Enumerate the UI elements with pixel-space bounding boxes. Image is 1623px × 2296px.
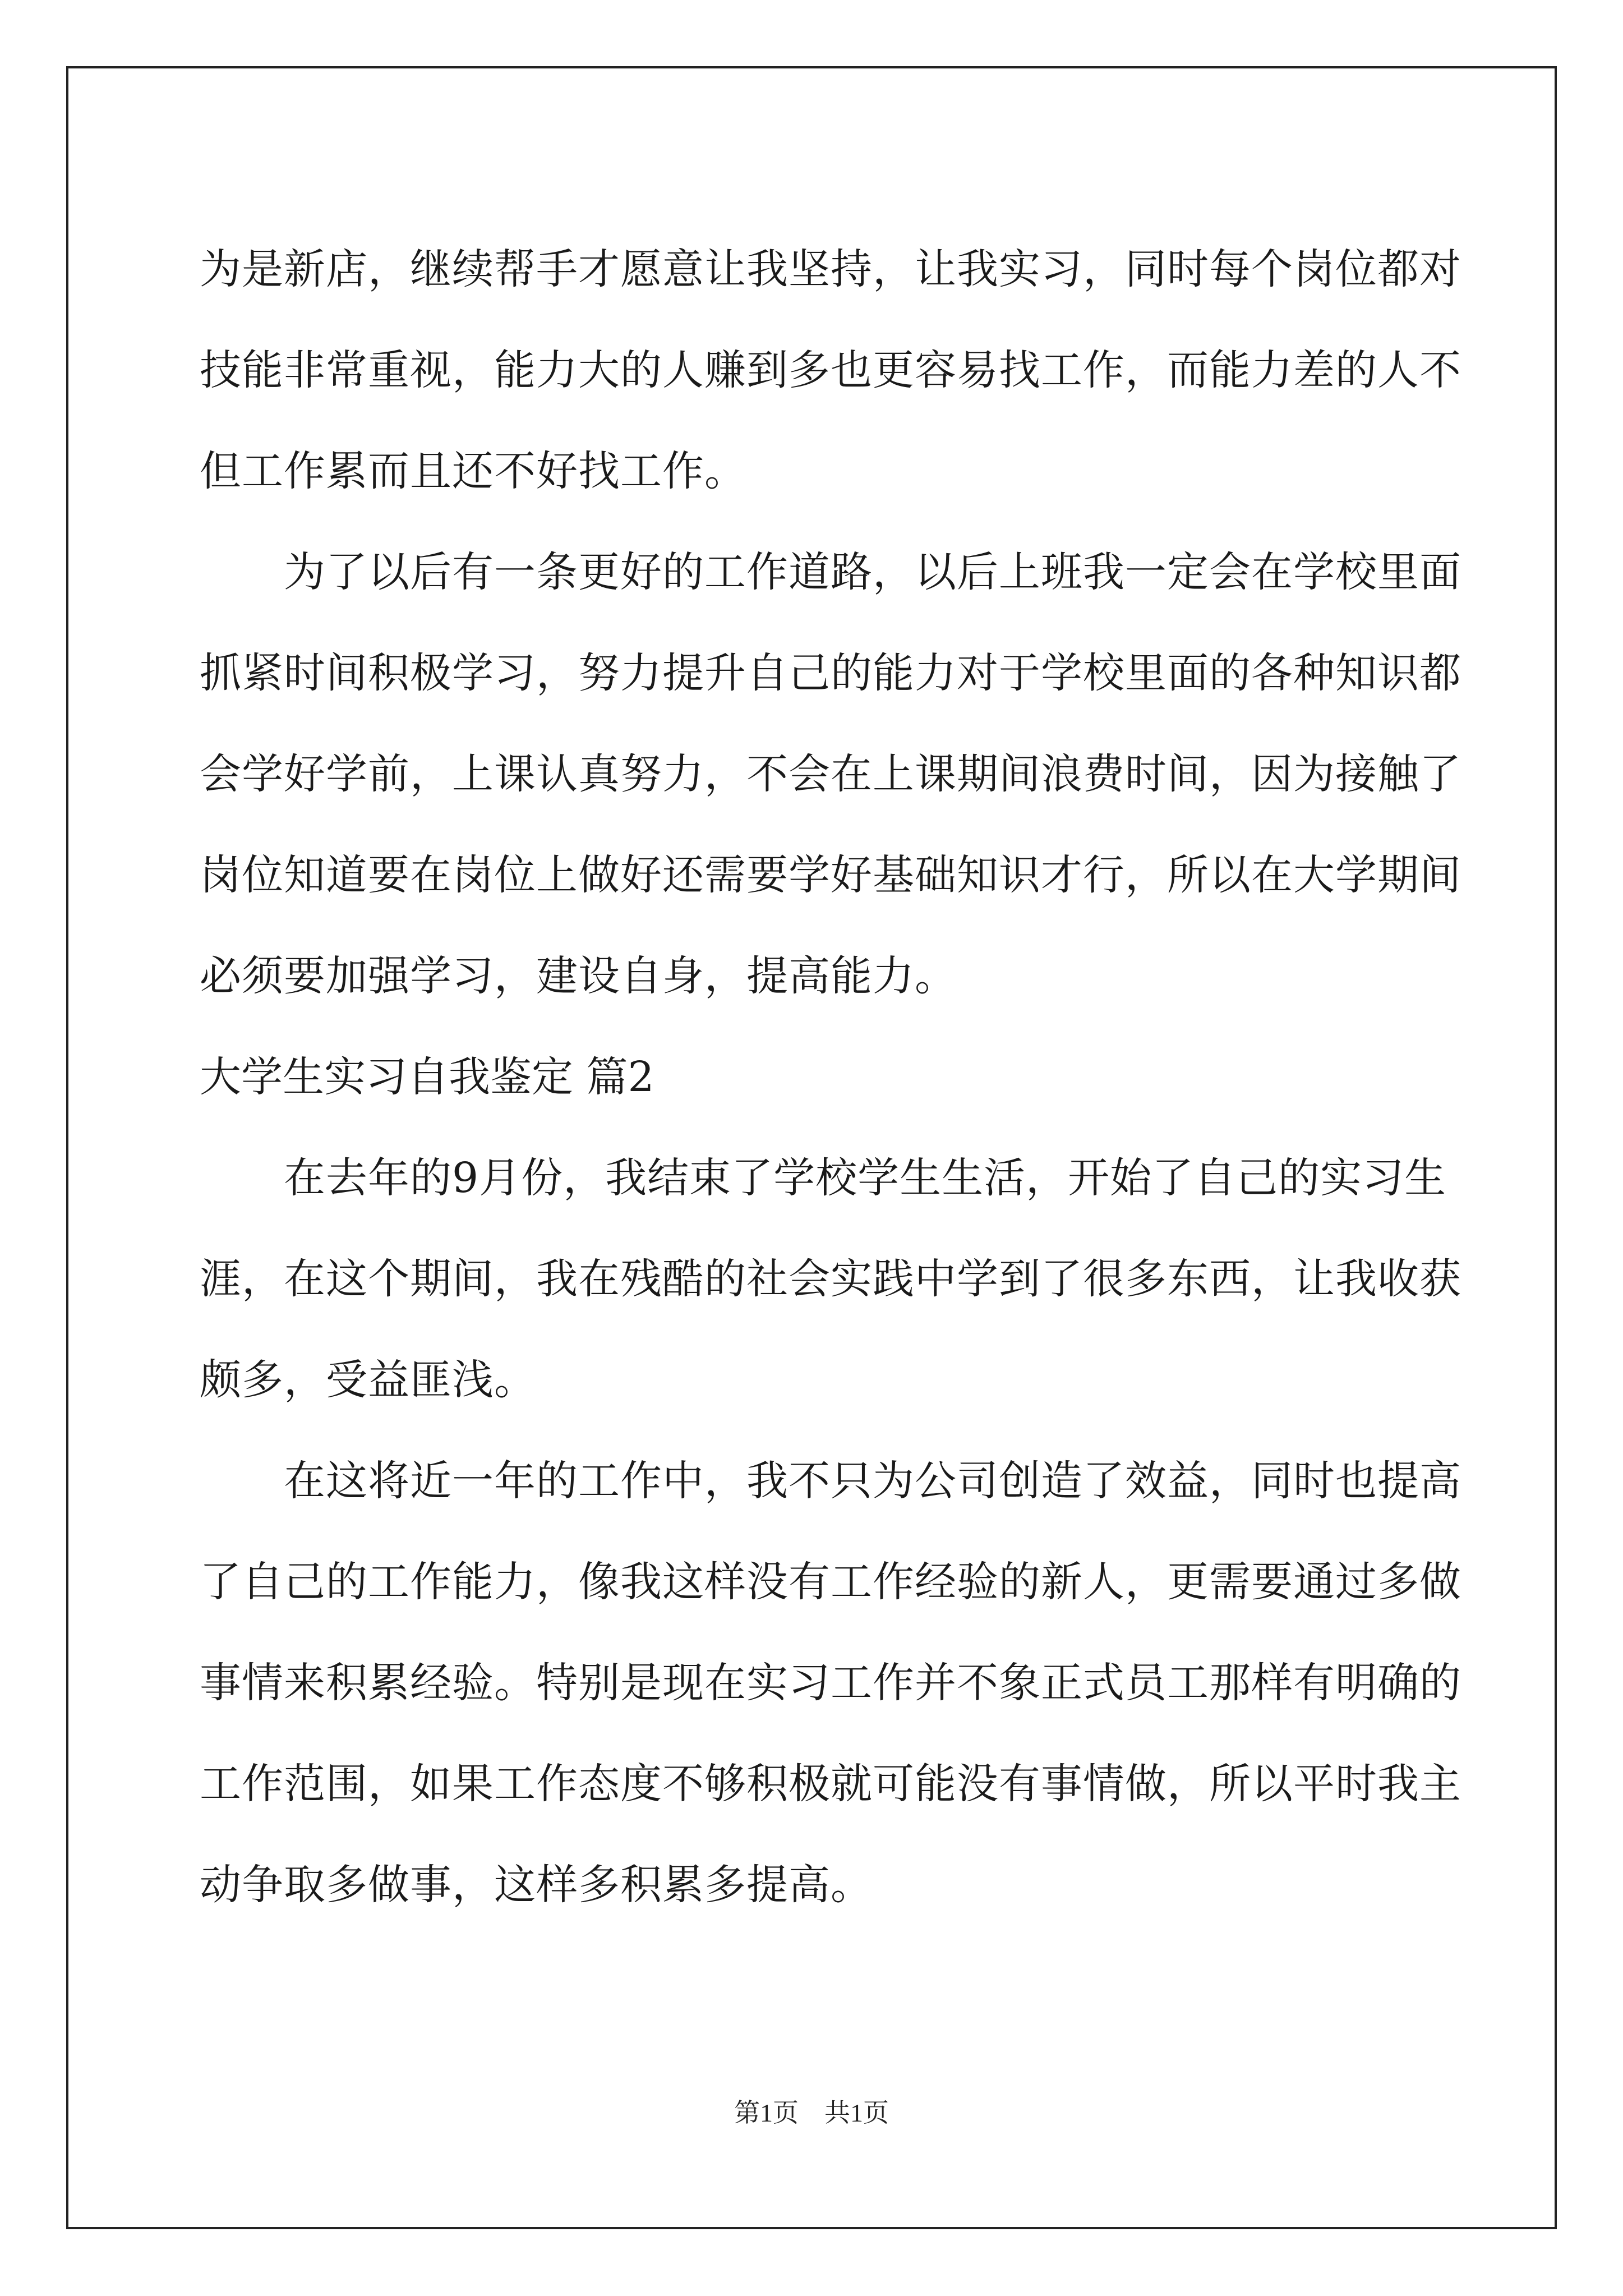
paragraph-2-line-3: 会学好学前，上课认真努力，不会在上课期间浪费时间，因为接触了: [200, 750, 1461, 798]
paragraph-3-line-3: 颇多，受益匪浅。: [200, 1356, 536, 1404]
paragraph-2-line-2: 抓紧时间积极学习，努力提升自己的能力对于学校里面的各种知识都: [200, 649, 1461, 697]
paragraph-1-line-1: 为是新店，继续帮手才愿意让我坚持，让我实习，同时每个岗位都对: [200, 245, 1461, 293]
paragraph-4-line-2: 了自己的工作能力，像我这样没有工作经验的新人，更需要通过多做: [200, 1558, 1461, 1606]
paragraph-1-line-2: 技能非常重视，能力大的人赚到多也更容易找工作，而能力差的人不: [200, 346, 1461, 394]
paragraph-4-line-1: 在这将近一年的工作中，我不只为公司创造了效益，同时也提高: [284, 1457, 1461, 1505]
paragraph-3-line-1: 在去年的9月份，我结束了学校学生生活，开始了自己的实习生: [284, 1154, 1447, 1202]
paragraph-3-line-2: 涯，在这个期间，我在残酷的社会实践中学到了很多东西，让我收获: [200, 1255, 1461, 1303]
paragraph-4-line-3: 事情来积累经验。特别是现在实习工作并不象正式员工那样有明确的: [200, 1659, 1461, 1707]
paragraph-2-line-1: 为了以后有一条更好的工作道路，以后上班我一定会在学校里面: [284, 548, 1461, 596]
paragraph-1-line-3: 但工作累而且还不好找工作。: [200, 447, 746, 495]
document-body: [200, 219, 1461, 1935]
page-number-footer: 第1页 共1页: [734, 2099, 889, 2127]
paragraph-2-line-4: 岗位知道要在岗位上做好还需要学好基础知识才行，所以在大学期间: [200, 851, 1461, 899]
paragraph-2-line-5: 必须要加强学习，建设自身，提高能力。: [200, 952, 957, 1000]
paragraph-4-line-5: 动争取多做事，这样多积累多提高。: [200, 1861, 873, 1909]
section-heading: 大学生实习自我鉴定 篇2: [200, 1053, 654, 1101]
paragraph-4-line-4: 工作范围，如果工作态度不够积极就可能没有事情做，所以平时我主: [200, 1760, 1461, 1808]
